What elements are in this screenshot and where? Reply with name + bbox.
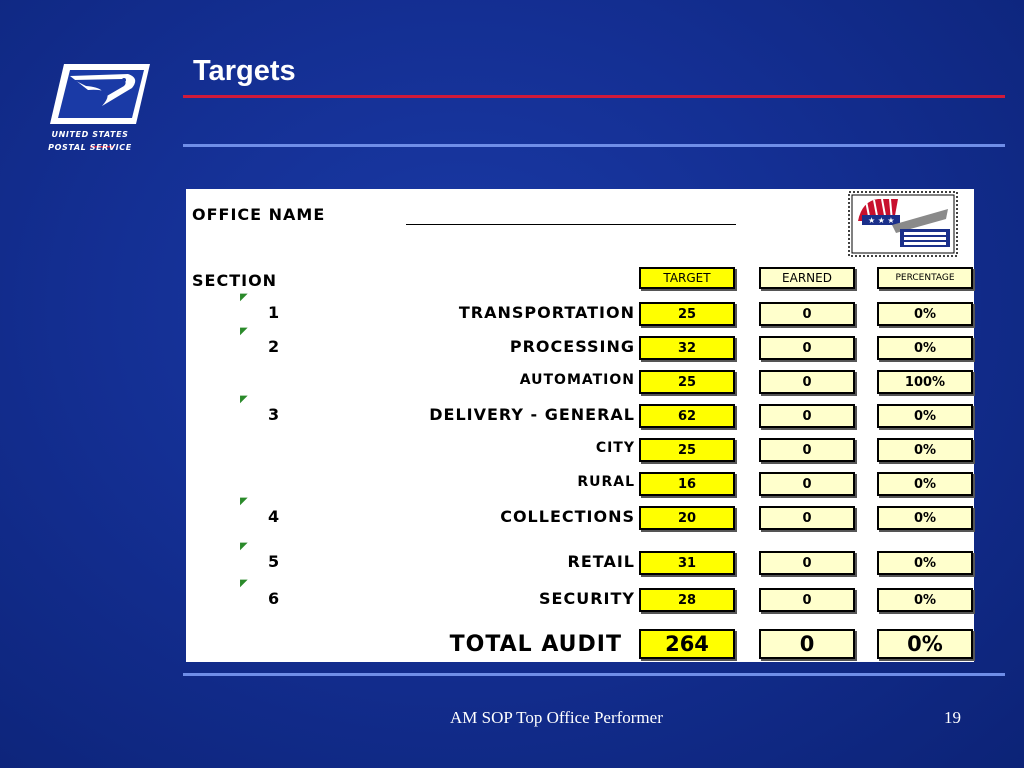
targets-form-panel <box>186 189 974 662</box>
earned-cell[interactable]: 0 <box>759 370 855 394</box>
total-percentage-cell: 0% <box>877 629 973 659</box>
row-security <box>186 578 974 612</box>
section-label: SECTION <box>192 271 278 290</box>
target-cell[interactable]: 20 <box>639 506 735 530</box>
checkmark-bullet-icon: ◤ <box>240 578 248 589</box>
checkmark-bullet-icon: ◤ <box>240 394 248 405</box>
row-number: 5 <box>268 552 280 571</box>
target-cell[interactable]: 32 <box>639 336 735 360</box>
row-number: 6 <box>268 589 280 608</box>
row-name: PROCESSING <box>509 337 635 356</box>
row-name: RURAL <box>577 474 635 490</box>
row-name: COLLECTIONS <box>500 507 635 526</box>
earned-cell[interactable]: 0 <box>759 404 855 428</box>
earned-cell[interactable]: 0 <box>759 336 855 360</box>
percentage-cell: 100% <box>877 370 973 394</box>
target-cell[interactable]: 31 <box>639 551 735 575</box>
row-name: CITY <box>595 440 635 456</box>
total-earned-cell: 0 <box>759 629 855 659</box>
percentage-cell: 0% <box>877 336 973 360</box>
checkmark-bullet-icon: ◤ <box>240 292 248 303</box>
office-name-label: OFFICE NAME <box>192 205 326 224</box>
percentage-cell: 0% <box>877 551 973 575</box>
earned-cell[interactable]: 0 <box>759 551 855 575</box>
target-header: TARGET <box>639 267 735 289</box>
slide-title: Targets <box>193 55 296 87</box>
row-number: 4 <box>268 507 280 526</box>
target-cell[interactable]: 62 <box>639 404 735 428</box>
earned-header: EARNED <box>759 267 855 289</box>
logo-line-2: POSTAL SERVICE <box>48 143 132 152</box>
checkmark-bullet-icon: ◤ <box>240 496 248 507</box>
percentage-cell: 0% <box>877 588 973 612</box>
row-rural <box>186 472 974 496</box>
row-number: 2 <box>268 337 280 356</box>
row-delivery-general <box>186 394 974 428</box>
percentage-cell: 0% <box>877 438 973 462</box>
total-target-cell: 264 <box>639 629 735 659</box>
row-city <box>186 438 974 462</box>
footer-text: AM SOP Top Office Performer <box>450 708 663 727</box>
earned-cell[interactable]: 0 <box>759 302 855 326</box>
row-name: TRANSPORTATION <box>458 303 635 322</box>
percentage-cell: 0% <box>877 472 973 496</box>
percentage-cell: 0% <box>877 506 973 530</box>
bottom-blue-rule <box>183 673 1005 676</box>
target-cell[interactable]: 28 <box>639 588 735 612</box>
earned-cell[interactable]: 0 <box>759 438 855 462</box>
target-cell[interactable]: 25 <box>639 302 735 326</box>
total-audit-label: TOTAL AUDIT <box>449 632 622 657</box>
row-name: SECURITY <box>539 589 635 608</box>
row-name: RETAIL <box>567 552 635 571</box>
target-cell[interactable]: 25 <box>639 438 735 462</box>
earned-cell[interactable]: 0 <box>759 506 855 530</box>
checkmark-bullet-icon: ◤ <box>240 326 248 337</box>
row-number: 1 <box>268 303 280 322</box>
earned-cell[interactable]: 0 <box>759 472 855 496</box>
row-processing <box>186 326 974 360</box>
office-name-blank-line <box>406 224 736 225</box>
page-number: 19 <box>944 708 961 727</box>
row-collections <box>186 496 974 530</box>
top-blue-rule <box>183 144 1005 147</box>
checkmark-bullet-icon: ◤ <box>240 541 248 552</box>
top-office-performer-stamp-icon <box>848 191 958 257</box>
row-name: DELIVERY - GENERAL <box>429 405 635 424</box>
percentage-cell: 0% <box>877 302 973 326</box>
earned-cell[interactable]: 0 <box>759 588 855 612</box>
row-automation <box>186 370 974 394</box>
row-transportation <box>186 292 974 326</box>
target-cell[interactable]: 16 <box>639 472 735 496</box>
logo-line-1: UNITED STATES <box>51 130 129 139</box>
title-red-rule <box>183 95 1005 98</box>
row-name: AUTOMATION <box>519 372 635 388</box>
percentage-cell: 0% <box>877 404 973 428</box>
svg-text:★ ★ ★: ★ ★ ★ <box>868 216 895 225</box>
row-retail <box>186 541 974 575</box>
target-cell[interactable]: 25 <box>639 370 735 394</box>
percentage-header: PERCENTAGE <box>877 267 973 289</box>
row-number: 3 <box>268 405 280 424</box>
